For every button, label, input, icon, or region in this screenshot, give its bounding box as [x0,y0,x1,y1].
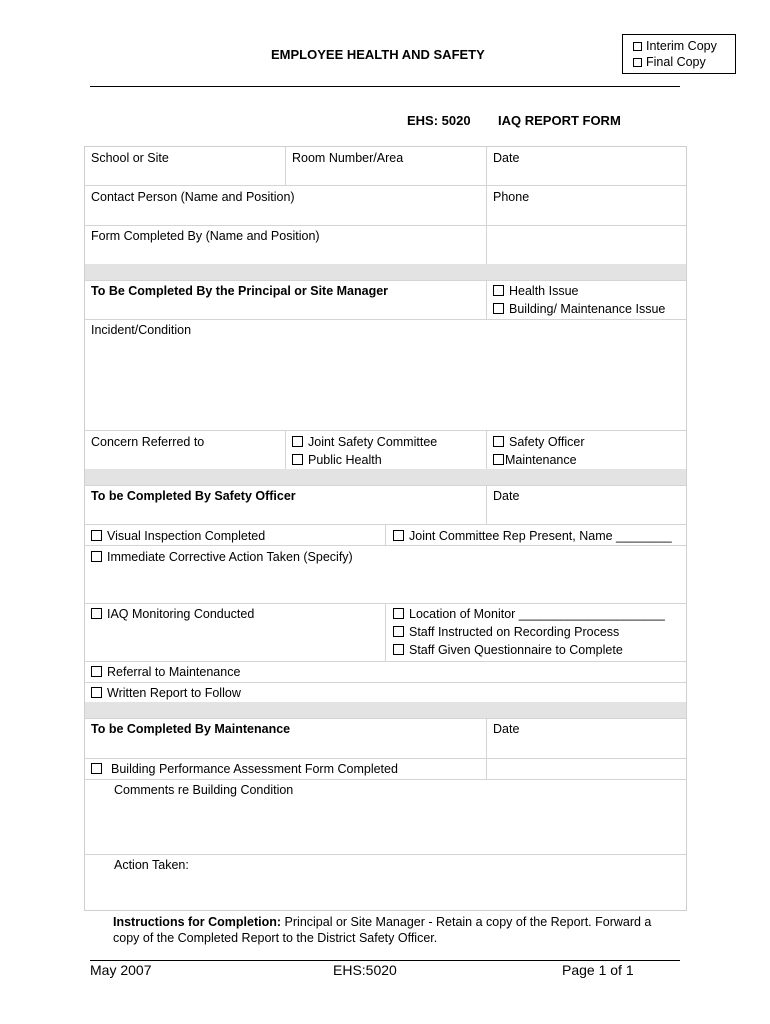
contact-person-label: Contact Person (Name and Position) [91,190,295,204]
instructions-text: Principal or Site Manager - Retain a copy of the Report. Forward a [281,915,652,929]
principal-section-heading: To Be Completed By the Principal or Site Manager [91,284,389,298]
final-copy-label: Final Copy [646,55,706,69]
written-report-checkbox[interactable] [91,687,102,698]
location-monitor-option[interactable]: Location of Monitor _____________________ [393,605,665,623]
form-completed-by-label: Form Completed By (Name and Position) [91,229,320,243]
page-title: EMPLOYEE HEALTH AND SAFETY [271,47,485,62]
instructions-label: Instructions for Completion: [113,915,282,929]
maintenance-checkbox[interactable] [493,454,504,465]
form-code: EHS: 5020 [407,113,471,128]
concern-referred-label: Concern Referred to [91,435,205,449]
building-issue-checkbox[interactable] [493,303,504,314]
visual-inspection-option[interactable]: Visual Inspection Completed [91,527,265,545]
phone-label: Phone [493,190,530,204]
referral-maintenance-checkbox[interactable] [91,666,102,677]
school-site-label: School or Site [91,151,169,165]
staff-questionnaire-option[interactable]: Staff Given Questionnaire to Complete [393,641,623,659]
written-report-option[interactable]: Written Report to Follow [91,684,241,702]
public-health-option[interactable]: Public Health [292,451,382,469]
public-health-checkbox[interactable] [292,454,303,465]
section-band [85,264,686,280]
section-band [85,469,686,485]
safety-officer-checkbox[interactable] [493,436,504,447]
form-name: IAQ REPORT FORM [498,113,621,128]
iaq-monitoring-checkbox[interactable] [91,608,102,619]
assessment-form-option[interactable]: Building Performance Assessment Form Completed [91,760,398,778]
immediate-action-option[interactable]: Immediate Corrective Action Taken (Specify) [91,548,353,566]
header-rule [90,86,680,87]
interim-copy-checkbox[interactable] [633,42,642,51]
instructions [113,914,673,946]
comments-building-label: Comments re Building Condition [114,783,294,797]
action-taken-label: Action Taken: [114,858,189,872]
report-form [84,146,687,911]
iaq-monitoring-option[interactable]: IAQ Monitoring Conducted [91,605,254,623]
safety-section-heading: To be Completed By Safety Officer [91,489,296,503]
footer-rule [90,960,680,961]
health-issue-checkbox[interactable] [493,285,504,296]
referral-maintenance-option[interactable]: Referral to Maintenance [91,663,240,681]
instructions-line2: copy of the Completed Report to the District Safety Officer. [113,931,438,945]
health-issue-option[interactable]: Health Issue [493,282,578,300]
staff-instructed-checkbox[interactable] [393,626,404,637]
visual-inspection-checkbox[interactable] [91,530,102,541]
staff-questionnaire-checkbox[interactable] [393,644,404,655]
interim-copy-label: Interim Copy [646,39,717,53]
date-label: Date [493,151,520,165]
safety-date-label: Date [493,489,520,503]
location-monitor-checkbox[interactable] [393,608,404,619]
maintenance-option[interactable]: Maintenance [493,451,577,469]
incident-condition-label: Incident/Condition [91,323,192,337]
joint-rep-option[interactable]: Joint Committee Rep Present, Name ________ [393,527,672,545]
maintenance-section-heading: To be Completed By Maintenance [91,722,291,736]
immediate-action-checkbox[interactable] [91,551,102,562]
joint-rep-checkbox[interactable] [393,530,404,541]
safety-officer-option[interactable]: Safety Officer [493,433,585,451]
footer-code: EHS:5020 [333,962,397,978]
footer-date: May 2007 [90,962,152,978]
room-number-label: Room Number/Area [292,151,404,165]
building-issue-option[interactable]: Building/ Maintenance Issue [493,300,665,318]
joint-safety-checkbox[interactable] [292,436,303,447]
final-copy-checkbox[interactable] [633,58,642,67]
assessment-form-checkbox[interactable] [91,763,102,774]
copy-type-box [622,34,736,74]
section-band [85,702,686,718]
maintenance-date-label: Date [493,722,520,736]
footer-page: Page 1 of 1 [562,962,634,978]
staff-instructed-option[interactable]: Staff Instructed on Recording Process [393,623,619,641]
joint-safety-option[interactable]: Joint Safety Committee [292,433,437,451]
